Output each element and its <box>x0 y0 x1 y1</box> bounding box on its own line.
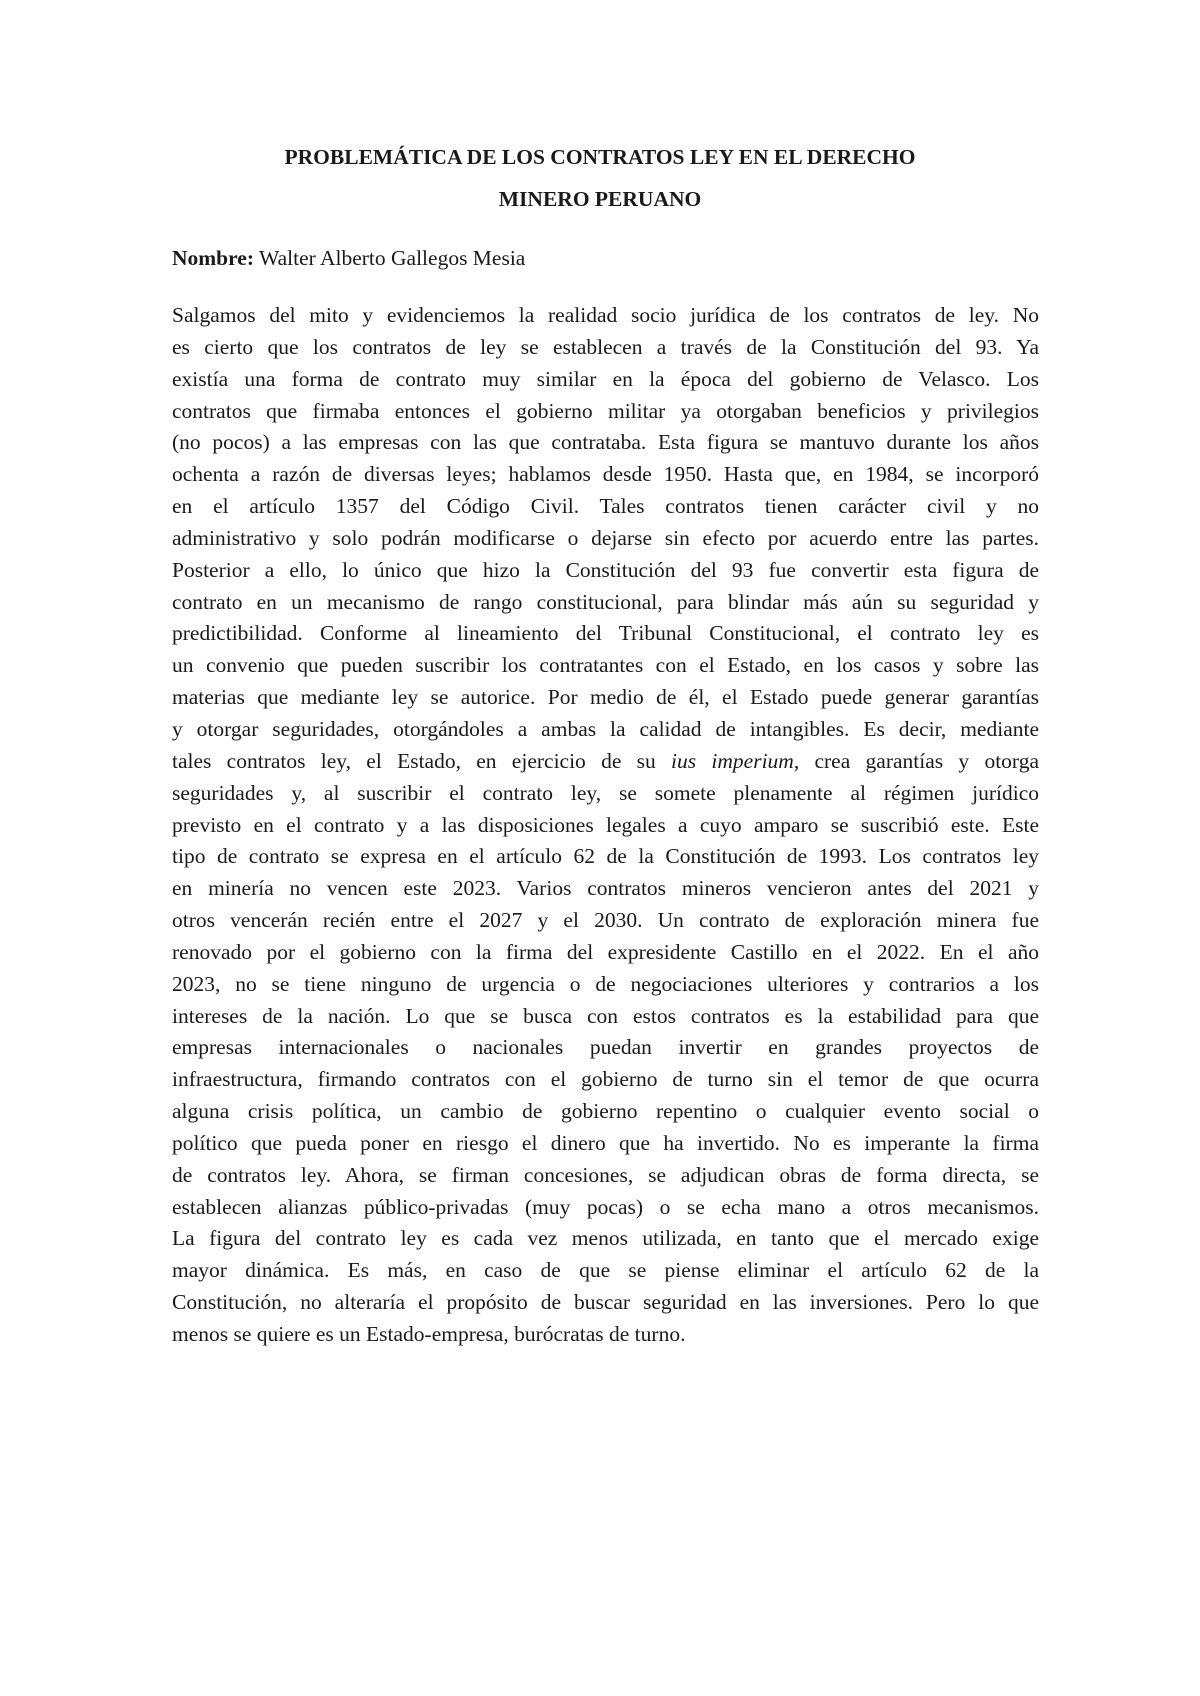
body-line: Posterior a ello, lo único que hizo la Constitución del 93 fue convertir esta figura de <box>172 557 1039 582</box>
body-line: Constitución, no alteraría el propósito de buscar seguridad en las inversiones. Pero lo que <box>172 1290 1039 1315</box>
body-line: otros vencerán recién entre el 2027 y el 2030. Un contrato de exploración minera fue <box>172 908 1039 933</box>
line-text-after: , crea garantías y otorga <box>793 748 1039 773</box>
body-line: La figura del contrato ley es cada vez menos utilizada, en tanto que el mercado exige <box>172 1226 1039 1251</box>
body-line: 2023, no se tiene ninguno de urgencia o de negociaciones ulteriores y contrarios a los <box>172 971 1039 996</box>
body-line: Salgamos del mito y evidenciemos la realidad socio jurídica de los contratos de ley. No <box>172 303 1039 327</box>
body-line-last: menos se quiere es un Estado-empresa, burócratas de turno. <box>172 1322 686 1346</box>
body-line: infraestructura, firmando contratos con el gobierno de turno sin el temor de que ocurra <box>172 1067 1039 1092</box>
body-line: en minería no vencen este 2023. Varios contratos mineros vencieron antes del 2021 y <box>172 876 1039 901</box>
document-title <box>172 136 1028 220</box>
body-line: un convenio que pueden suscribir los contratantes con el Estado, en los casos y sobre las <box>172 653 1039 678</box>
italic-term: ius imperium <box>671 748 794 773</box>
body-line: predictibilidad. Conforme al lineamiento del Tribunal Constitucional, el contrato ley es <box>172 621 1039 646</box>
body-line: materias que mediante ley se autorice. Por medio de él, el Estado puede generar garantías <box>172 685 1039 710</box>
body-line: (no pocos) a las empresas con las que contrataba. Esta figura se mantuvo durante los años <box>172 430 1039 455</box>
body-line-ius-imperium <box>172 746 1039 778</box>
author-name: Walter Alberto Gallegos Mesia <box>254 246 526 270</box>
body-line: mayor dinámica. Es más, en caso de que se piense eliminar el artículo 62 de la <box>172 1258 1039 1283</box>
body-line: administrativo y solo podrán modificarse o dejarse sin efecto por acuerdo entre las partes. <box>172 525 1039 550</box>
body-line: contratos que firmaba entonces el gobierno militar ya otorgaban beneficios y privilegios <box>172 398 1039 423</box>
body-line: intereses de la nación. Lo que se busca con estos contratos es la estabilidad para que <box>172 1003 1039 1028</box>
body-line: previsto en el contrato y a las disposiciones legales a cuyo amparo se suscribió este. Este <box>172 812 1039 837</box>
body-line: alguna crisis política, un cambio de gobierno repentino o cualquier evento social o <box>172 1099 1039 1124</box>
body-line: empresas internacionales o nacionales puedan invertir en grandes proyectos de <box>172 1035 1039 1060</box>
body-line: establecen alianzas público-privadas (muy pocas) o se echa mano a otros mecanismos. <box>172 1194 1039 1219</box>
body-line: tipo de contrato se expresa en el artículo 62 de la Constitución de 1993. Los contratos ley <box>172 844 1039 869</box>
body-line: renovado por el gobierno con la firma del expresidente Castillo en el 2022. En el año <box>172 939 1039 964</box>
body-line: seguridades y, al suscribir el contrato ley, se somete plenamente al régimen jurídico <box>172 780 1039 805</box>
body-line: ochenta a razón de diversas leyes; hablamos desde 1950. Hasta que, en 1984, se incorporó <box>172 462 1039 487</box>
body-line: en el artículo 1357 del Código Civil. Tales contratos tienen carácter civil y no <box>172 494 1039 519</box>
body-paragraph <box>172 300 1039 1351</box>
author-label: Nombre: <box>172 246 255 270</box>
body-line: de contratos ley. Ahora, se firman concesiones, se adjudican obras de forma directa, se <box>172 1162 1039 1187</box>
author-line <box>172 243 1028 273</box>
body-line: contrato en un mecanismo de rango constitucional, para blindar más aún su seguridad y <box>172 589 1039 614</box>
title-line-2: MINERO PERUANO <box>498 187 702 211</box>
body-line: es cierto que los contratos de ley se establecen a través de la Constitución del 93. Ya <box>172 334 1039 359</box>
line-text-before: tales contratos ley, el Estado, en ejercicio de su <box>172 748 672 773</box>
body-line: existía una forma de contrato muy similar en la época del gobierno de Velasco. Los <box>172 366 1039 391</box>
body-line: y otorgar seguridades, otorgándoles a ambas la calidad de intangibles. Es decir, mediante <box>172 716 1039 741</box>
body-line: político que pueda poner en riesgo el dinero que ha invertido. No es imperante la firma <box>172 1130 1039 1155</box>
title-line-1: PROBLEMÁTICA DE LOS CONTRATOS LEY EN EL DERECHO <box>284 145 916 169</box>
